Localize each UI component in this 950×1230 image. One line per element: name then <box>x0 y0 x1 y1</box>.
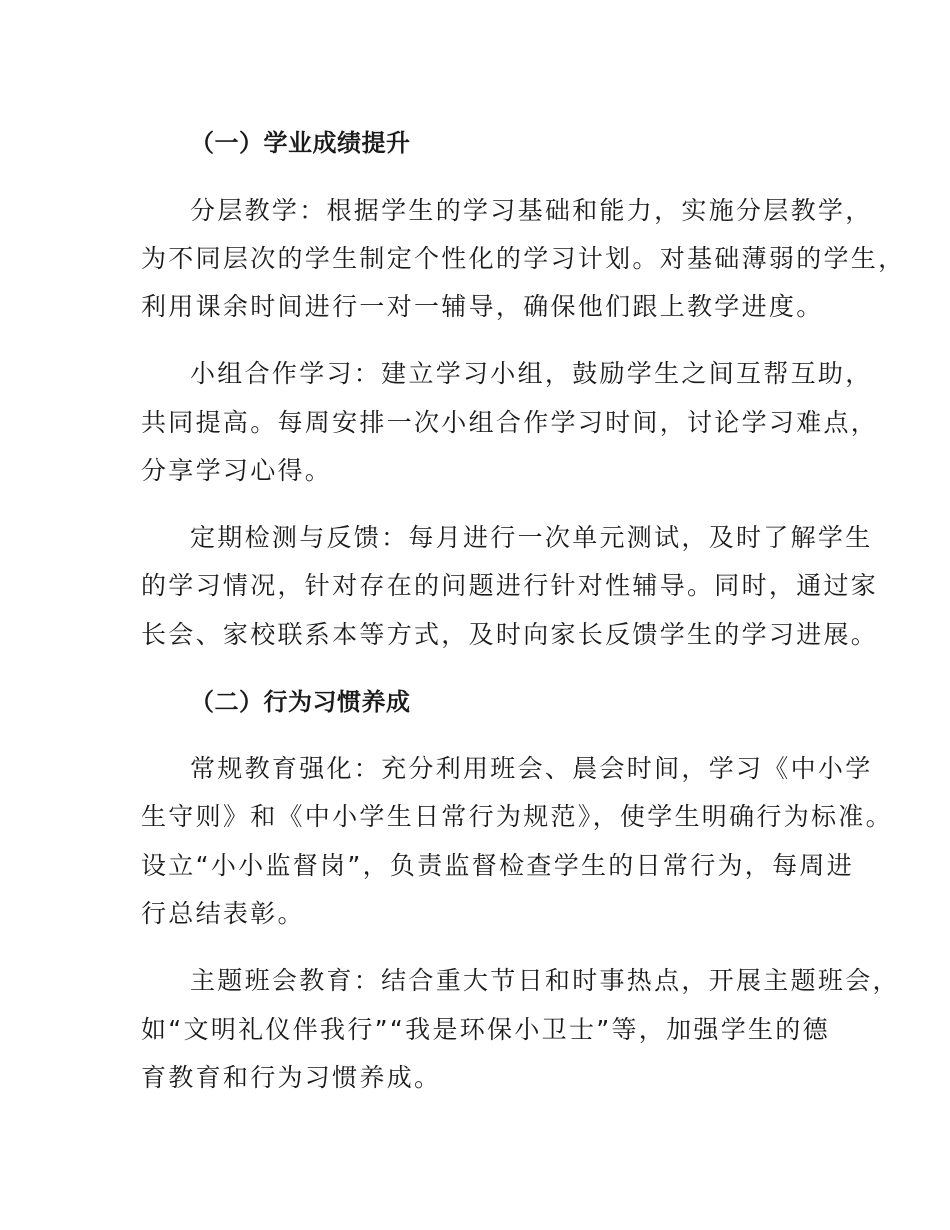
paragraph-line: 分享学习心得。 <box>141 456 333 485</box>
paragraph-line: 设立“小小监督岗”，负责监督检查学生的日常行为，每周进 <box>141 851 855 880</box>
paragraph-line: 主题班会教育：结合重大节日和时事热点，开展主题班会， <box>190 966 900 995</box>
paragraph-line: 长会、家校联系本等方式，及时向家长反馈学生的学习进展。 <box>141 620 879 649</box>
paragraph-line: 如“文明礼仪伴我行”“我是环保小卫士”等，加强学生的德 <box>141 1015 830 1044</box>
paragraph-line: 小组合作学习：建立学习小组，鼓励学生之间互帮互助， <box>190 359 873 388</box>
paragraph-line: 育教育和行为习惯养成。 <box>141 1063 442 1092</box>
paragraph-line: 常规教育强化：充分利用班会、晨会时间，学习《中小学 <box>190 754 873 783</box>
paragraph-line: 定期检测与反馈：每月进行一次单元测试，及时了解学生 <box>190 523 873 552</box>
paragraph-line: 的学习情况，针对存在的问题进行针对性辅导。同时，通过家 <box>141 571 879 600</box>
paragraph-line: 利用课余时间进行一对一辅导，确保他们跟上教学进度。 <box>141 292 824 321</box>
paragraph-line: 生守则》和《中小学生日常行为规范》，使学生明确行为标准。 <box>141 802 893 831</box>
section-heading-2: （二）行为习惯养成 <box>190 688 411 716</box>
paragraph-line: 分层教学：根据学生的学习基础和能力，实施分层教学， <box>190 196 873 225</box>
paragraph-line: 共同提高。每周安排一次小组合作学习时间，讨论学习难点， <box>141 408 879 437</box>
section-heading-1: （一）学业成绩提升 <box>190 129 411 157</box>
paragraph-line: 行总结表彰。 <box>141 899 305 928</box>
paragraph-line: 为不同层次的学生制定个性化的学习计划。对基础薄弱的学生， <box>141 244 906 273</box>
